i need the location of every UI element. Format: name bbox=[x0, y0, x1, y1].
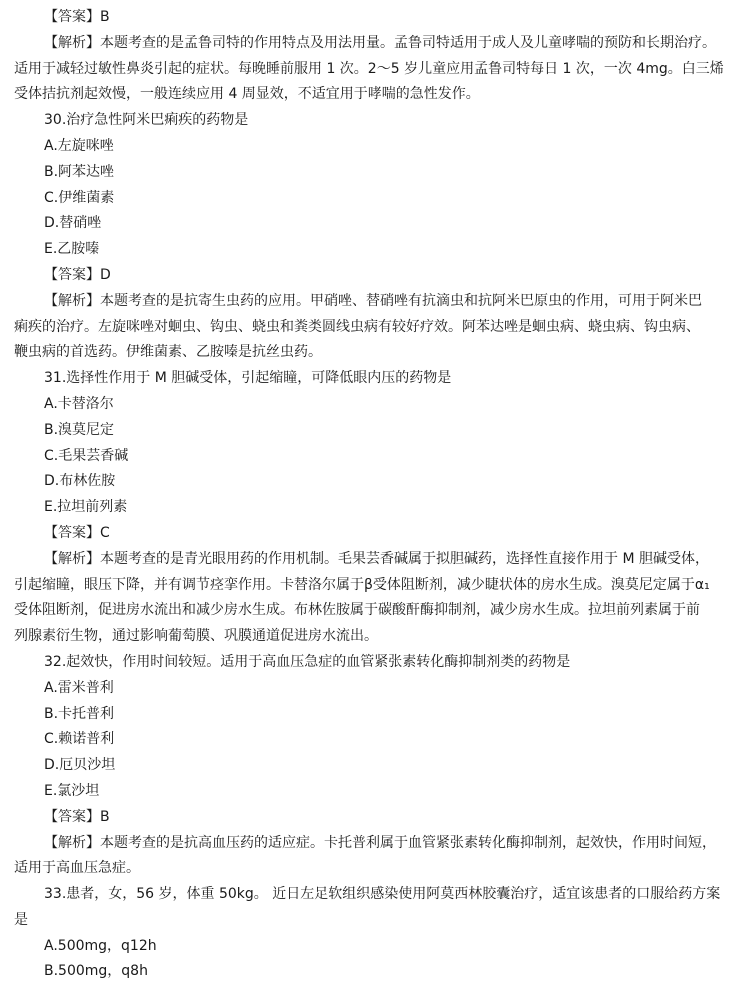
option-line: B.500mg，q8h bbox=[44, 963, 148, 980]
option-line: D.厄贝沙坦 bbox=[44, 757, 116, 774]
continuation-line: 是 bbox=[14, 911, 28, 928]
option-line: B.卡托普利 bbox=[44, 705, 115, 722]
continuation-line: 引起缩瞳，眼压下降，并有调节痉挛作用。卡替洛尔属于β受体阻断剂，减少睫状体的房水生成。溴莫尼定属于α₁ bbox=[14, 576, 710, 593]
continuation-line: 受体拮抗剂起效慢，一般连续应用 4 周显效，不适宜用于哮喘的急性发作。 bbox=[14, 86, 480, 103]
option-line: D.替硝唑 bbox=[44, 215, 102, 232]
explanation-line: 【解析】本题考查的是孟鲁司特的作用特点及用法用量。孟鲁司特适用于成人及儿童哮喘的预防和长期治疗。 bbox=[44, 34, 716, 51]
option-line: E.氯沙坦 bbox=[44, 782, 100, 799]
document-content bbox=[14, 5, 736, 985]
question-line: 31.选择性作用于 M 胆碱受体，引起缩瞳，可降低眼内压的药物是 bbox=[44, 370, 452, 387]
option-line: C.伊维菌素 bbox=[44, 189, 115, 206]
continuation-line: 痢疾的治疗。左旋咪唑对蛔虫、钩虫、蛲虫和粪类圆线虫病有较好疗效。阿苯达唑是蛔虫病、蛲虫病、钩虫病、 bbox=[14, 318, 700, 335]
option-line: A.卡替洛尔 bbox=[44, 395, 114, 412]
option-line: A.左旋咪唑 bbox=[44, 137, 114, 154]
continuation-line: 列腺素衍生物，通过影响葡萄膜、巩膜通道促进房水流出。 bbox=[14, 628, 378, 645]
answer-line: 【答案】B bbox=[44, 9, 110, 25]
answer-line: 【答案】B bbox=[44, 808, 110, 825]
option-line: E.拉坦前列素 bbox=[44, 499, 128, 516]
continuation-line: 鞭虫病的首选药。伊维菌素、乙胺嗪是抗丝虫药。 bbox=[14, 344, 322, 361]
continuation-line: 受体阻断剂，促进房水流出和减少房水生成。布林佐胺属于碳酸酐酶抑制剂，减少房水生成。拉坦前列素属于前 bbox=[14, 602, 700, 619]
explanation-line: 【解析】本题考查的是抗高血压药的适应症。卡托普利属于血管紧张素转化酶抑制剂，起效快，作用时间短， bbox=[44, 834, 716, 851]
question-line: 32.起效快，作用时间较短。适用于高血压急症的血管紧张素转化酶抑制剂类的药物是 bbox=[44, 653, 571, 670]
explanation-line: 【解析】本题考查的是抗寄生虫药的应用。甲硝唑、替硝唑有抗滴虫和抗阿米巴原虫的作用，可用于阿米巴 bbox=[44, 292, 702, 309]
answer-line: 【答案】C bbox=[44, 524, 110, 541]
option-line: A.雷米普利 bbox=[44, 679, 114, 696]
continuation-line: 适用于减轻过敏性鼻炎引起的症状。每晚睡前服用 1 次。2～5 岁儿童应用孟鲁司特每日 1 次，一次 4mg。白三烯 bbox=[14, 60, 724, 77]
option-line: C.毛果芸香碱 bbox=[44, 447, 129, 464]
continuation-line: 适用于高血压急症。 bbox=[14, 860, 140, 877]
explanation-line: 【解析】本题考查的是青光眼用药的作用机制。毛果芸香碱属于拟胆碱药，选择性直接作用于 M 胆碱受体， bbox=[44, 550, 709, 567]
question-line: 30.治疗急性阿米巴痢疾的药物是 bbox=[44, 112, 249, 129]
option-line: B.阿苯达唑 bbox=[44, 163, 115, 180]
answer-line: 【答案】D bbox=[44, 266, 111, 283]
option-line: E.乙胺嗪 bbox=[44, 241, 100, 258]
option-line: C.赖诺普利 bbox=[44, 731, 115, 748]
option-line: B.溴莫尼定 bbox=[44, 421, 115, 438]
question-line: 33.患者，女，56 岁，体重 50kg。 近日左足软组织感染使用阿莫西林胶囊治疗，适宜该患者的口服给药方案 bbox=[44, 886, 721, 903]
option-line: A.500mg，q12h bbox=[44, 937, 157, 954]
option-line: D.布林佐胺 bbox=[44, 473, 116, 490]
